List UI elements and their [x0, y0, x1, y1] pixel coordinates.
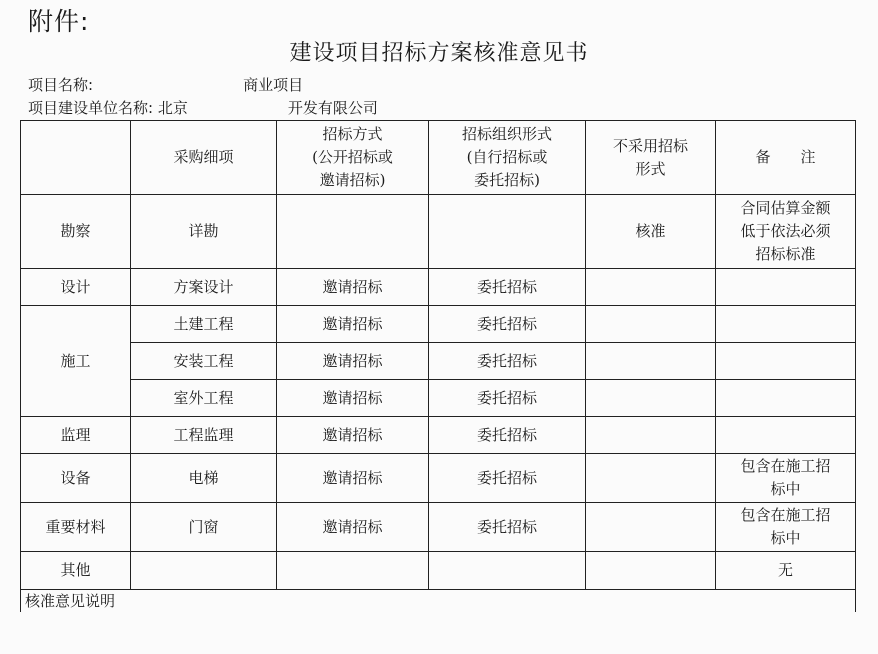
construction-unit-value: 开发有限公司	[287, 99, 378, 117]
organization-cell: 委托招标	[429, 306, 586, 343]
no-bidding-cell	[586, 454, 716, 503]
project-name-value: 商业项目	[243, 76, 304, 94]
attachment-label: 附件:	[28, 7, 90, 36]
remark-cell	[716, 380, 856, 417]
project-name-label: 项目名称:	[28, 76, 94, 94]
item-cell	[131, 552, 277, 590]
table-row	[21, 306, 856, 343]
item-cell: 门窗	[131, 503, 277, 552]
header-cell-no-bidding: 不采用招标 形式	[586, 121, 716, 195]
remark-cell: 包含在施工招 标中	[716, 454, 856, 503]
remark-cell: 包含在施工招 标中	[716, 503, 856, 552]
method-cell	[277, 195, 429, 269]
no-bidding-cell	[586, 417, 716, 454]
organization-cell: 委托招标	[429, 343, 586, 380]
table-row	[21, 417, 856, 454]
header-cell-category	[21, 121, 131, 195]
table-header-row	[21, 121, 856, 195]
no-bidding-cell: 核准	[586, 195, 716, 269]
table-row	[21, 454, 856, 503]
table-row	[21, 503, 856, 552]
no-bidding-cell	[586, 503, 716, 552]
organization-cell: 委托招标	[429, 269, 586, 306]
item-cell: 工程监理	[131, 417, 277, 454]
item-cell: 土建工程	[131, 306, 277, 343]
approval-note-label: 核准意见说明	[21, 590, 856, 613]
no-bidding-cell	[586, 343, 716, 380]
item-cell: 方案设计	[131, 269, 277, 306]
remark-cell	[716, 417, 856, 454]
construction-unit-label: 项目建设单位名称: 北京	[28, 99, 188, 117]
method-cell: 邀请招标	[277, 454, 429, 503]
category-design: 设计	[21, 269, 131, 306]
method-cell: 邀请招标	[277, 503, 429, 552]
header-cell-method: 招标方式 (公开招标或 邀请招标)	[277, 121, 429, 195]
category-other: 其他	[21, 552, 131, 590]
item-cell: 安装工程	[131, 343, 277, 380]
organization-cell: 委托招标	[429, 503, 586, 552]
bidding-plan-table	[20, 120, 856, 612]
no-bidding-cell	[586, 269, 716, 306]
method-cell: 邀请招标	[277, 380, 429, 417]
no-bidding-cell	[586, 552, 716, 590]
remark-cell	[716, 306, 856, 343]
remark-cell: 合同估算金额 低于依法必须 招标标准	[716, 195, 856, 269]
method-cell	[277, 552, 429, 590]
header-cell-organization: 招标组织形式 (自行招标或 委托招标)	[429, 121, 586, 195]
category-construction: 施工	[21, 306, 131, 417]
category-survey: 勘察	[21, 195, 131, 269]
item-cell: 室外工程	[131, 380, 277, 417]
category-materials: 重要材料	[21, 503, 131, 552]
no-bidding-cell	[586, 380, 716, 417]
no-bidding-cell	[586, 306, 716, 343]
method-cell: 邀请招标	[277, 343, 429, 380]
organization-cell: 委托招标	[429, 417, 586, 454]
remark-cell: 无	[716, 552, 856, 590]
project-name-row	[28, 74, 303, 95]
item-cell: 详勘	[131, 195, 277, 269]
construction-unit-row	[28, 97, 378, 118]
category-equipment: 设备	[21, 454, 131, 503]
organization-cell	[429, 552, 586, 590]
organization-cell: 委托招标	[429, 380, 586, 417]
table-row	[21, 343, 856, 380]
document-title: 建设项目招标方案核准意见书	[289, 41, 589, 66]
table-row	[21, 380, 856, 417]
remark-cell	[716, 343, 856, 380]
method-cell: 邀请招标	[277, 417, 429, 454]
approval-note-row	[21, 590, 856, 613]
table-row	[21, 552, 856, 590]
organization-cell: 委托招标	[429, 454, 586, 503]
header-cell-remark: 备 注	[716, 121, 856, 195]
remark-cell	[716, 269, 856, 306]
method-cell: 邀请招标	[277, 306, 429, 343]
organization-cell	[429, 195, 586, 269]
header-cell-item: 采购细项	[131, 121, 277, 195]
table-row	[21, 269, 856, 306]
method-cell: 邀请招标	[277, 269, 429, 306]
table-row	[21, 195, 856, 269]
category-supervision: 监理	[21, 417, 131, 454]
item-cell: 电梯	[131, 454, 277, 503]
